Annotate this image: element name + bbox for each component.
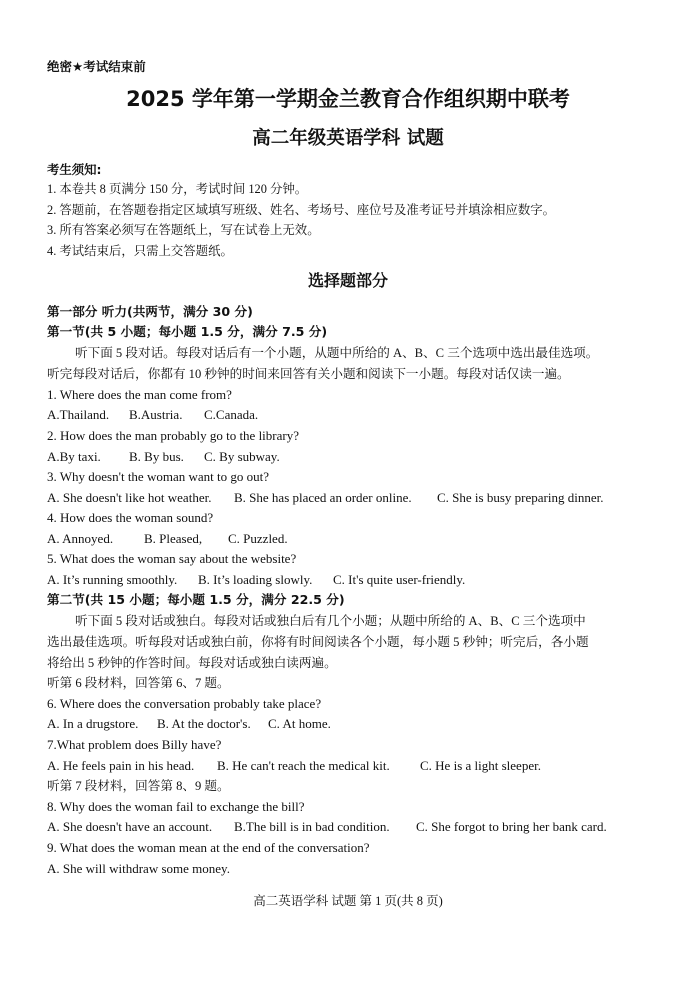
option-a: A. She doesn't have an account. (47, 819, 213, 834)
question-9: 9. What does the woman mean at the end of the conversation? (47, 840, 370, 855)
notice-item: 1. 本卷共 8 页满分 150 分，考试时间 120 分钟。 (47, 182, 308, 196)
section2-instructions: 选出最佳选项。听每段对话或独白前，你将有时间阅读各个小题，每小题 5 秒钟；听完后，各小题 (47, 635, 589, 649)
option-b: B.The bill is in bad condition. (234, 819, 390, 834)
option-b: B.Austria. (129, 407, 183, 422)
section1-instructions: 听下面 5 段对话。每段对话后有一个小题，从题中所给的 A、B、C 三个选项中选出最佳选项。 (75, 346, 599, 360)
question-5-options (47, 572, 465, 588)
option-c: C. Puzzled. (228, 531, 288, 546)
question-1-options (47, 407, 258, 423)
question-7: 7.What problem does Billy have? (47, 737, 222, 752)
question-3-options (47, 490, 603, 506)
question-8: 8. Why does the woman fail to exchange the bill? (47, 799, 305, 814)
option-c: C. She is busy preparing dinner. (437, 490, 604, 505)
option-a: A. He feels pain in his head. (47, 758, 195, 773)
question-8-options (47, 819, 607, 835)
section2-instructions: 将给出 5 秒钟的作答时间。每段对话或独白读两遍。 (47, 656, 337, 670)
exam-title: 2025 学年第一学期金兰教育合作组织期中联考 (126, 87, 570, 111)
confidential-mark: 绝密★考试结束前 (47, 59, 146, 74)
option-a: A. She will withdraw some money. (47, 861, 230, 876)
option-c: C. At home. (268, 716, 331, 731)
option-b: B. Pleased, (144, 531, 203, 546)
option-a: A. She doesn't like hot weather. (47, 490, 212, 505)
section2-instructions: 听下面 5 段对话或独白。每段对话或独白后有几个小题；从题中所给的 A、B、C 三个选项中 (75, 614, 586, 628)
option-c: C. It's quite user-friendly. (333, 572, 466, 587)
notice-item: 4. 考试结束后，只需上交答题纸。 (47, 244, 233, 258)
part1-heading: 第一部分 听力(共两节，满分 30 分) (47, 304, 253, 319)
option-b: B. By bus. (129, 449, 184, 464)
option-b: B. She has placed an order online. (234, 490, 412, 505)
notice-item: 2. 答题前，在答题卷指定区域填写班级、姓名、考场号、座位号及准考证号并填涂相应数字。 (47, 203, 556, 217)
notice-heading: 考生须知: (47, 162, 102, 177)
question-2: 2. How does the man probably go to the library? (47, 428, 299, 443)
option-c: C.Canada. (204, 407, 259, 422)
option-c: C. She forgot to bring her bank card. (416, 819, 607, 834)
question-7-options (47, 758, 541, 774)
section1-heading: 第一节(共 5 小题；每小题 1.5 分，满分 7.5 分) (47, 324, 328, 339)
option-c: C. By subway. (204, 449, 280, 464)
notice-item: 3. 所有答案必须写在答题纸上，写在试卷上无效。 (47, 223, 320, 237)
option-a: A. Annoyed. (47, 531, 114, 546)
section2-heading: 第二节(共 15 小题；每小题 1.5 分，满分 22.5 分) (47, 592, 345, 607)
option-a: A.Thailand. (47, 407, 110, 422)
section1-instructions: 听完每段对话后，你都有 10 秒钟的时间来回答有关小题和阅读下一小题。每段对话仅读一遍。 (47, 367, 570, 381)
option-a: A. It’s running smoothly. (47, 572, 178, 587)
section-title: 选择题部分 (307, 271, 388, 290)
exam-subtitle: 高二年级英语学科 试题 (252, 128, 444, 149)
question-4: 4. How does the woman sound? (47, 510, 214, 525)
option-b: B. It’s loading slowly. (198, 572, 313, 587)
option-a: A. In a drugstore. (47, 716, 139, 731)
option-a: A.By taxi. (47, 449, 101, 464)
question-3: 3. Why doesn't the woman want to go out? (47, 469, 269, 484)
material-note: 听第 7 段材料，回答第 8、9 题。 (47, 779, 230, 793)
option-c: C. He is a light sleeper. (420, 758, 541, 773)
question-4-options (47, 531, 288, 547)
material-note: 听第 6 段材料，回答第 6、7 题。 (47, 676, 230, 690)
question-6-options (47, 716, 331, 732)
question-1: 1. Where does the man come from? (47, 387, 232, 402)
option-b: B. He can't reach the medical kit. (217, 758, 390, 773)
option-b: B. At the doctor's. (157, 716, 251, 731)
question-2-options (47, 449, 280, 465)
question-6: 6. Where does the conversation probably take place? (47, 696, 322, 711)
question-5: 5. What does the woman say about the website? (47, 551, 297, 566)
page-footer: 高二英语学科 试题 第 1 页(共 8 页) (253, 894, 443, 908)
